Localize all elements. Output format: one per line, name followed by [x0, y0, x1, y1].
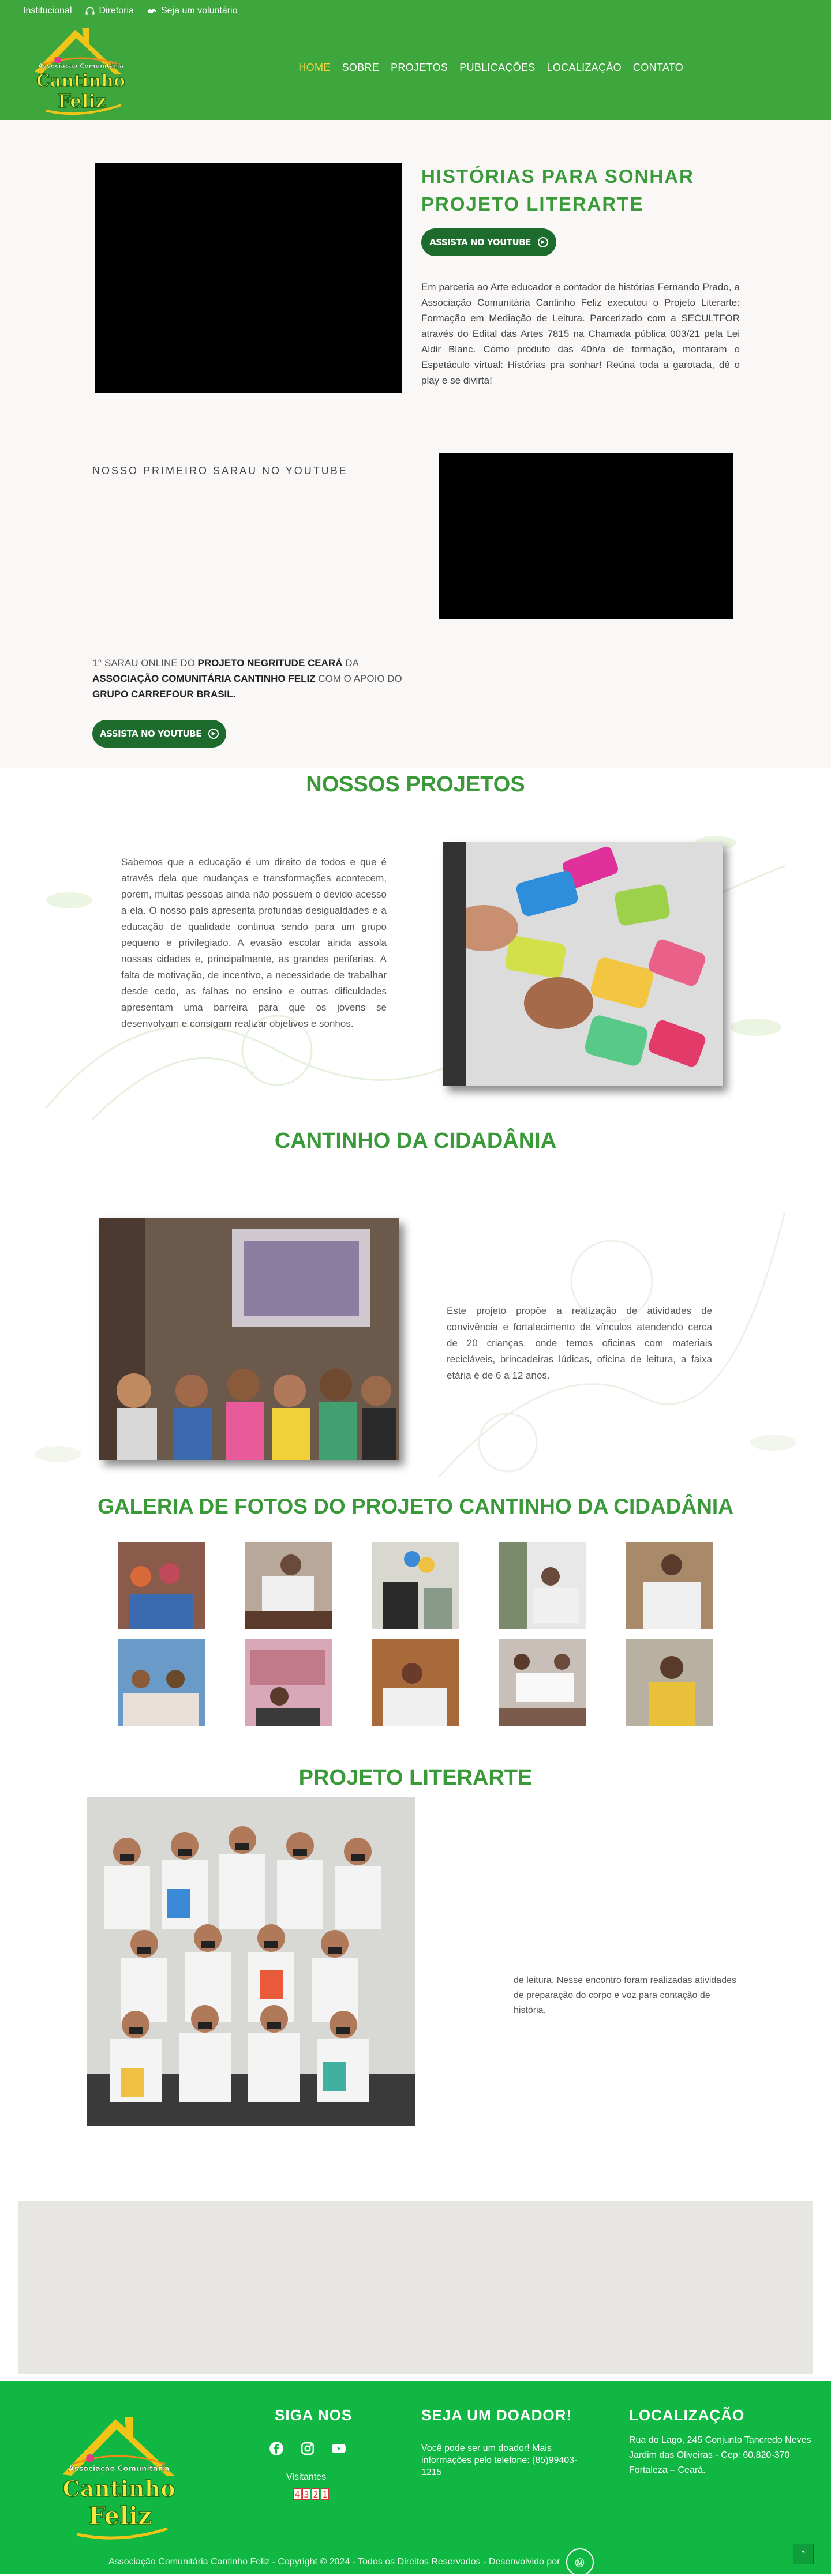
scroll-to-top-button[interactable]	[793, 2544, 814, 2564]
instagram-icon	[300, 2441, 315, 2456]
sarau-video-player[interactable]	[439, 453, 733, 619]
topbar-institucional-label: Institucional	[23, 6, 72, 16]
gallery-thumb-image	[245, 1542, 332, 1629]
galeria-title: GALERIA DE FOTOS DO PROJETO CANTINHO DA CIDADÂNIA	[98, 1494, 733, 1518]
sarau-text-1: 1° SARAU ONLINE DO	[92, 658, 198, 669]
sarau-text	[92, 655, 409, 702]
topbar-institucional-link[interactable]	[23, 6, 72, 16]
historias-youtube-button[interactable]	[421, 228, 556, 256]
counter-digit: 3	[302, 2488, 310, 2500]
footer-address-line2: Jardim das Oliveiras - Cep: 60.820-370	[629, 2450, 790, 2460]
gallery-thumb[interactable]	[372, 1542, 459, 1629]
footer-location-title: LOCALIZAÇÃO	[629, 2406, 745, 2424]
projetos-title: NOSSOS PROJETOS	[306, 772, 525, 797]
play-circle-icon: ▶	[208, 729, 219, 739]
svg-text:Cantinho: Cantinho	[62, 2476, 175, 2502]
sarau-text-6: GRUPO CARREFOUR BRASIL.	[92, 689, 236, 700]
sarau-text-5: COM O APOIO DO	[315, 673, 402, 684]
historias-section	[0, 120, 831, 442]
play-circle-icon: ▶	[538, 237, 548, 247]
historias-title-line2: PROJETO LITERARTE	[421, 193, 644, 215]
chevron-up-icon: ⌃	[799, 2549, 807, 2559]
counter-digit: 1	[321, 2488, 329, 2500]
svg-text:Cantinho: Cantinho	[36, 71, 126, 91]
nav-home[interactable]: HOME	[298, 62, 331, 73]
social-links	[269, 2441, 346, 2459]
facebook-link[interactable]	[269, 2441, 284, 2459]
counter-digit: 2	[312, 2488, 320, 2500]
visitors-label: Visitantes	[286, 2472, 327, 2482]
historias-title-line1: HISTÓRIAS PARA SONHAR	[421, 166, 694, 187]
projetos-text: Sabemos que a educação é um direito de todos e que é através dela que mudanças e transformações acontecem, porém, muitas pessoas ainda não possuem o devido acesso a ela. O nosso país apresenta profundas desigualdades e a educação de qualidade continua sendo para um grupo pequeno e privilegiado. A evasão escolar ainda assola nossas cidades e, principalmente, as grandes periferias. A falta de motivação, de incentivo, a necessidade de trabalhar desde cedo, as falhas no ensino e outras dificuldades apresentam uma barreira para que os jovens se desenvolvam e consigam realizar objetivos e sonhos.	[121, 857, 387, 1029]
svg-text:Associação Comunitária: Associação Comunitária	[68, 2465, 170, 2473]
site-footer	[0, 2381, 831, 2574]
literarte-group-photo-image	[87, 1797, 415, 2126]
gallery-thumb-image	[118, 1542, 205, 1629]
gallery-thumb[interactable]	[118, 1542, 205, 1629]
top-bar	[23, 6, 237, 16]
topbar-voluntario-label: Seja um voluntário	[160, 6, 238, 16]
gallery-thumb[interactable]	[626, 1639, 713, 1726]
instagram-link[interactable]	[300, 2441, 315, 2459]
literarte-text: de leitura. Nesse encontro foram realizadas atividades de preparação do corpo e voz para contação de história.	[514, 1976, 736, 2015]
gallery-thumb[interactable]	[626, 1542, 713, 1629]
projetos-photo	[443, 842, 723, 1086]
headset-icon	[85, 6, 95, 16]
counter-digit: 4	[293, 2488, 301, 2500]
developer-logo-icon: Ⓜ	[575, 2558, 585, 2569]
developer-logo-link[interactable]	[566, 2548, 594, 2576]
footer-donor-title: SEJA UM DOADOR!	[421, 2406, 572, 2424]
historias-video-player[interactable]	[95, 163, 402, 393]
site-logo[interactable]	[29, 24, 133, 117]
literarte-group-photo	[87, 1797, 415, 2126]
footer-social-title: SIGA NOS	[275, 2406, 353, 2424]
literarte-section	[0, 1766, 831, 2164]
gallery-thumb-image	[118, 1639, 205, 1726]
footer-address-line1: Rua do Lago, 245 Conjunto Tancredo Neves	[629, 2435, 811, 2445]
footer-copyright	[108, 2548, 594, 2576]
gallery-thumb-image	[499, 1639, 586, 1726]
nav-publicacoes[interactable]: PUBLICAÇÕES	[459, 62, 536, 73]
literarte-title: PROJETO LITERARTE	[298, 1766, 533, 1790]
historias-text: Em parceria ao Arte educador e contador de histórias Fernando Prado, a Associação Comunitária Cantinho Feliz executou o Projeto Literarte: Formação em Mediação de Leitura. Parcerizado com a SECULTFOR através do Edital das Artes 7815 na Chamada pública 003/21 pela Lei Aldir Blanc. Como produto das 40h/a de formação, montaram o Espetáculo virtual: Histórias pra sonhar! Reúna toda a garotada, dê o play e se divirta!	[421, 281, 740, 386]
sarau-youtube-button-label: ASSISTA NO YOUTUBE	[100, 729, 201, 739]
svg-text:Feliz: Feliz	[88, 2502, 152, 2530]
footer-donor-text: Você pode ser um doador! Mais informações pelo telefone: (85)99403-1215	[421, 2443, 578, 2477]
svg-text:Associação Comunitária: Associação Comunitária	[38, 62, 124, 70]
visitor-counter	[293, 2488, 329, 2500]
sarau-text-2: PROJETO NEGRITUDE CEARÁ	[197, 658, 343, 669]
sarau-section	[0, 442, 831, 768]
projetos-photo-image	[443, 842, 723, 1086]
location-map[interactable]	[18, 2201, 813, 2374]
facebook-icon	[269, 2441, 284, 2456]
gallery-thumb[interactable]	[372, 1639, 459, 1726]
historias-title	[421, 163, 721, 218]
footer-address-line3: Fortaleza – Ceará.	[629, 2465, 706, 2475]
youtube-icon	[331, 2441, 346, 2456]
cidadania-title: CANTINHO DA CIDADÂNIA	[274, 1129, 557, 1153]
gallery-thumb[interactable]	[499, 1639, 586, 1726]
youtube-link[interactable]	[331, 2441, 346, 2459]
main-nav	[298, 62, 683, 74]
nav-localizacao[interactable]: LOCALIZAÇÃO	[546, 62, 622, 73]
sarau-text-4: ASSOCIAÇÃO COMUNITÁRIA CANTINHO FELIZ	[92, 673, 316, 684]
projetos-section	[0, 768, 831, 1125]
historias-youtube-button-label: ASSISTA NO YOUTUBE	[429, 237, 531, 247]
nav-projetos[interactable]: PROJETOS	[391, 62, 448, 73]
gallery-thumb[interactable]	[245, 1639, 332, 1726]
cidadania-photo-image	[99, 1218, 399, 1460]
nav-sobre[interactable]: SOBRE	[342, 62, 380, 73]
topbar-voluntario-link[interactable]	[147, 6, 238, 16]
galeria-section	[0, 1494, 831, 1766]
gallery-thumb[interactable]	[245, 1542, 332, 1629]
cidadania-photo	[99, 1218, 399, 1460]
gallery-thumb-image	[626, 1542, 713, 1629]
cidadania-section	[0, 1125, 831, 1494]
gallery-thumb-image	[372, 1542, 459, 1629]
cidadania-text: Este projeto propõe a realização de atividades de convivência e fortalecimento de vínculos atendendo cerca de 20 crianças, onde temos oficinas com materiais recicláveis, brincadeiras lúdicas, oficina de leitura, a faixa etária é de 6 a 12 anos.	[447, 1305, 712, 1381]
photo-gallery	[118, 1542, 713, 1726]
footer-logo[interactable]	[58, 2411, 179, 2544]
gallery-thumb-image	[626, 1639, 713, 1726]
handshake-icon	[147, 6, 157, 16]
site-header	[0, 0, 831, 120]
svg-text:Feliz: Feliz	[58, 90, 106, 112]
nav-contato[interactable]: CONTATO	[632, 62, 683, 73]
topbar-diretoria-link[interactable]	[85, 6, 134, 16]
sarau-text-3: DA	[342, 658, 358, 669]
gallery-thumb-image	[245, 1639, 332, 1726]
sarau-label: NOSSO PRIMEIRO SARAU NO YOUTUBE	[92, 465, 348, 476]
footer-address	[629, 2433, 814, 2478]
gallery-thumb[interactable]	[118, 1639, 205, 1726]
topbar-diretoria-label: Diretoria	[99, 6, 134, 16]
sarau-youtube-button[interactable]	[92, 720, 226, 748]
gallery-thumb-image	[372, 1639, 459, 1726]
copyright-text: Associação Comunitária Cantinho Feliz - Copyright © 2024 - Todos os Direitos Reservados - Desenvolvido por	[108, 2557, 560, 2567]
gallery-thumb-image	[499, 1542, 586, 1629]
gallery-thumb[interactable]	[499, 1542, 586, 1629]
